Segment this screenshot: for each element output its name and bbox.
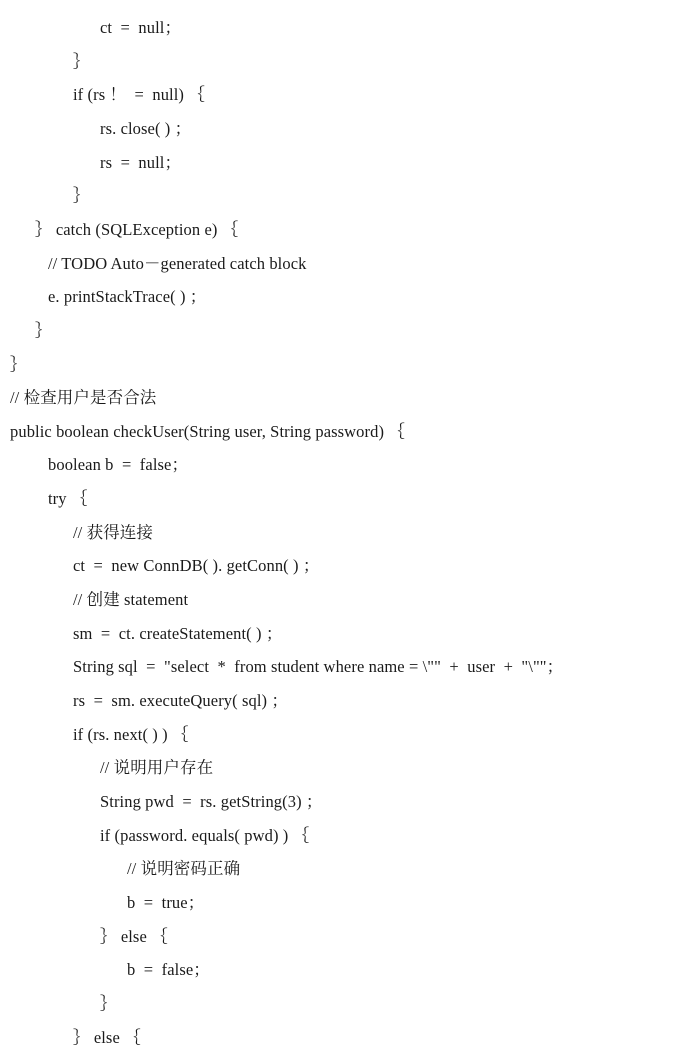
code-line: public boolean checkUser(String user, String password) ｛ — [10, 421, 405, 441]
code-line: // TODO Auto－generated catch block — [48, 253, 307, 273]
code-line: b = false； — [127, 960, 210, 980]
code-line: ｝ else ｛ — [100, 926, 168, 946]
code-line: ｝ else ｛ — [73, 1027, 141, 1047]
code-line: if (password. equals( pwd) ) ｛ — [100, 825, 310, 845]
code-line: // 创建 statement — [73, 590, 189, 610]
code-line: ct = null； — [100, 18, 182, 37]
code-line: ｝ — [100, 993, 117, 1013]
code-line: // 说明用户存在 — [100, 758, 214, 778]
code-line: ｝ catch (SQLException e) ｛ — [35, 219, 239, 239]
code-line: ｝ — [35, 320, 52, 340]
code-line: // 检查用户是否合法 — [10, 388, 157, 408]
code-line: String sql = "select * from student where name = \"" + user + "\""； — [73, 657, 564, 677]
code-line: boolean b = false； — [48, 455, 189, 475]
code-line: // 获得连接 — [73, 522, 153, 542]
code-line: if (rs ！ = null) ｛ — [73, 85, 205, 105]
code-line: String pwd = rs. getString(3) ； — [100, 791, 323, 811]
code-line: rs = null； — [100, 152, 182, 172]
code-line: sm = ct. createStatement( ) ； — [73, 623, 283, 643]
code-line: // 说明密码正确 — [127, 859, 241, 879]
code-line: ｝ — [73, 51, 90, 71]
code-line: ct = new ConnDB( ). getConn( ) ； — [73, 556, 320, 576]
code-line: ｝ — [73, 186, 90, 206]
code-line: e. printStackTrace( ) ； — [48, 287, 207, 307]
code-line: ｝ — [10, 354, 27, 374]
code-line: rs = sm. executeQuery( sql) ； — [73, 691, 288, 710]
code-line: rs. close( ) ； — [100, 118, 192, 138]
code-line: if (rs. next( ) ) ｛ — [73, 724, 189, 744]
code-line: b = true； — [127, 892, 205, 912]
code-line: try ｛ — [48, 489, 88, 509]
